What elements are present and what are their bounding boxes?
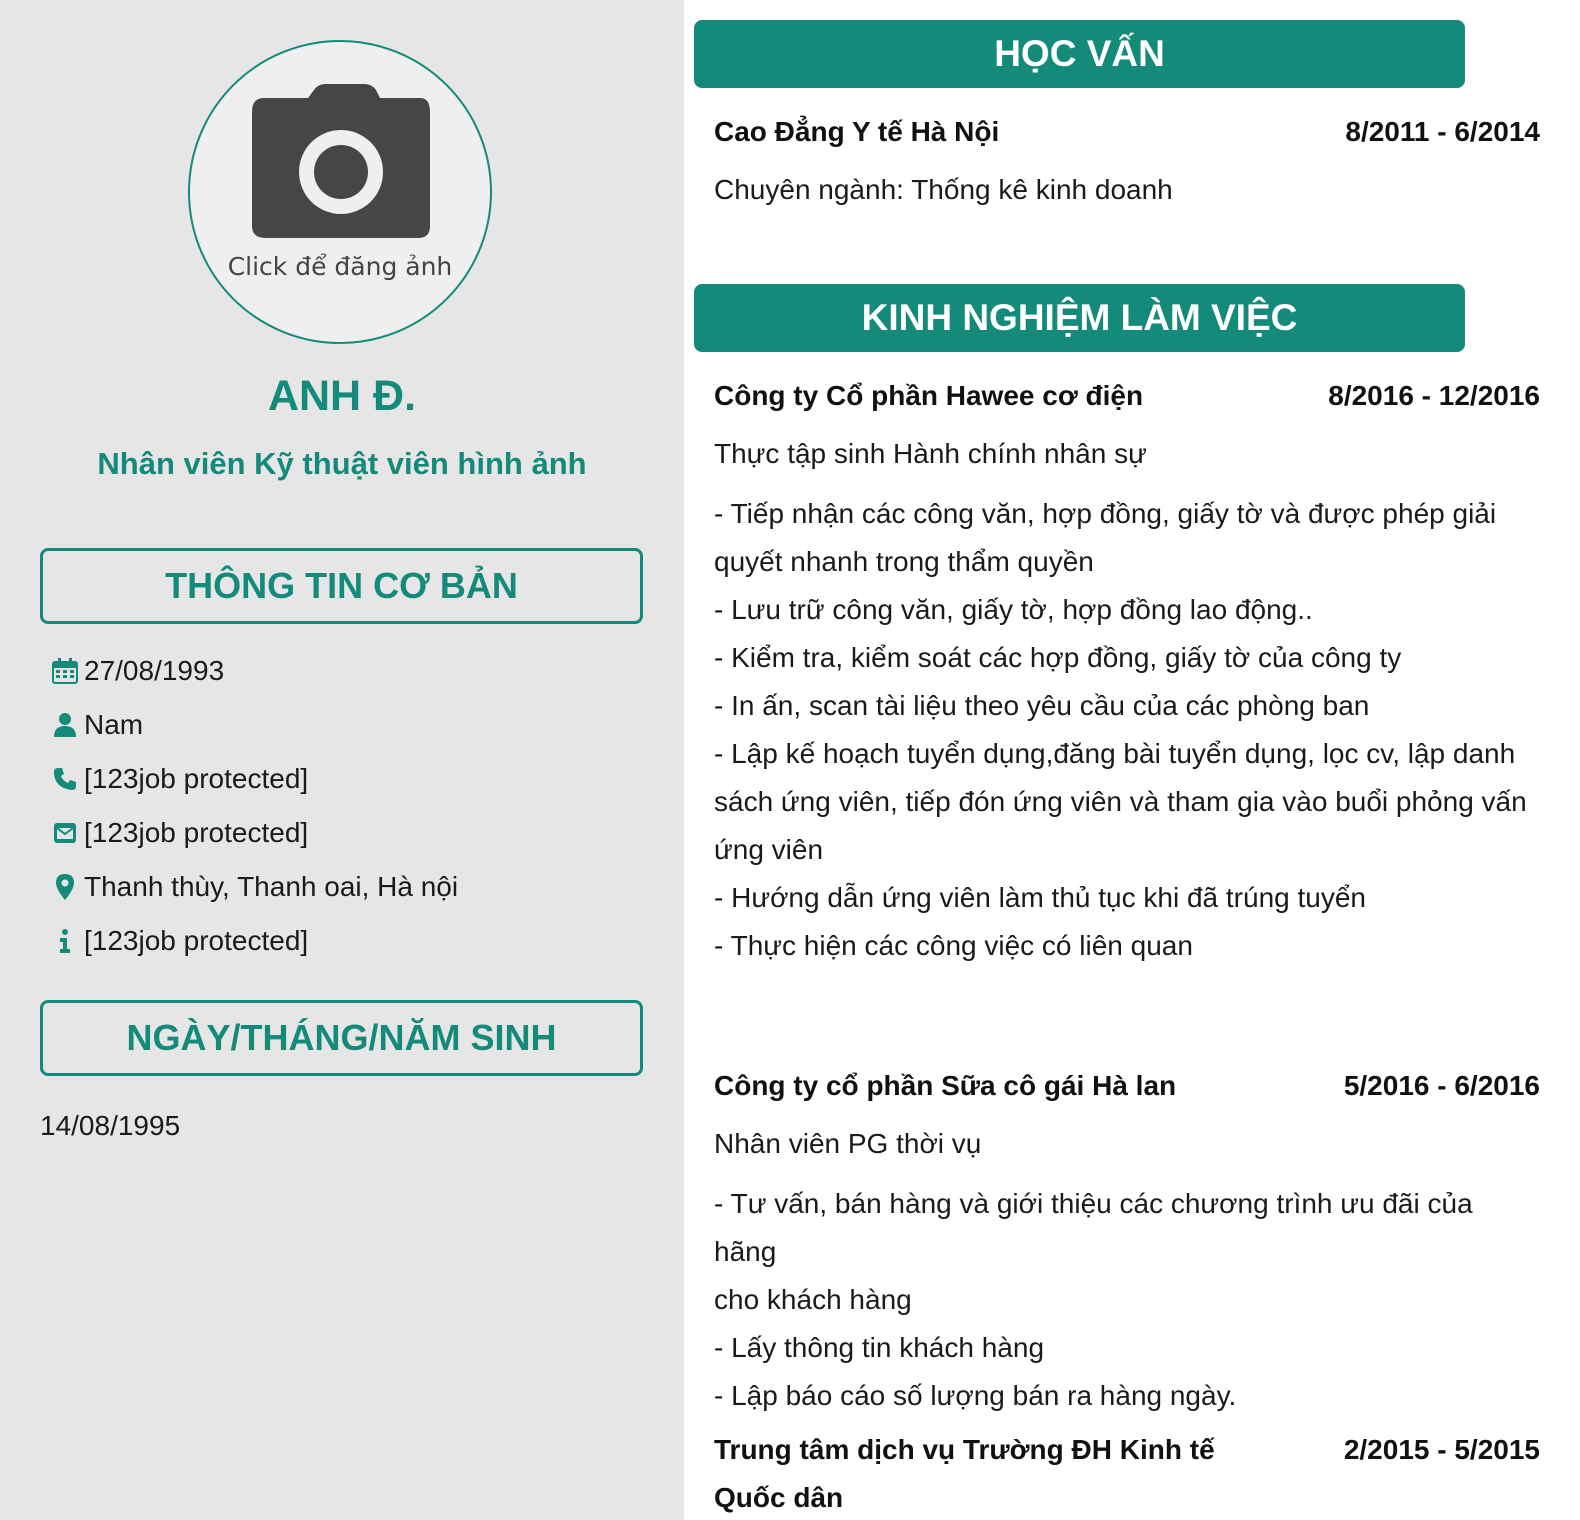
user-icon: [46, 713, 84, 737]
job-2-header: [714, 1070, 1540, 1102]
calendar-icon: [46, 658, 84, 684]
job-1-header: [714, 380, 1540, 412]
birthdate-value: 27/08/1993: [84, 655, 225, 686]
job-1-period: 8/2016 - 12/2016: [1328, 380, 1540, 411]
main-content: [684, 0, 1580, 1520]
job-2-line: - Lập báo cáo số lượng bán ra hàng ngày.: [714, 1380, 1237, 1411]
envelope-icon: [46, 822, 84, 844]
job-2-description: [714, 1180, 1540, 1420]
address-value: Thanh thùy, Thanh oai, Hà nội: [84, 871, 459, 902]
map-pin-icon: [46, 874, 84, 900]
job-2-line: - Lấy thông tin khách hàng: [714, 1332, 1045, 1363]
job-3-company-line-2: Quốc dân: [714, 1482, 844, 1513]
candidate-title: Nhân viên Kỹ thuật viên hình ảnh: [97, 446, 587, 481]
job-2-company: Công ty cổ phần Sữa cô gái Hà lan: [714, 1070, 1177, 1101]
info-row-phone: [46, 752, 458, 806]
job-1-line: - In ấn, scan tài liệu theo yêu cầu của các phòng ban: [714, 690, 1370, 721]
info-row-address: [46, 860, 458, 914]
job-1-line: - Kiểm tra, kiểm soát các hợp đồng, giấy tờ của công ty: [714, 642, 1402, 673]
basic-info-list: [46, 644, 458, 968]
job-3-header: [714, 1426, 1540, 1520]
other-value: [123job protected]: [84, 925, 309, 956]
phone-icon: [46, 767, 84, 791]
job-2-line: - Tư vấn, bán hàng và giới thiệu các chương trình ưu đãi của hãng: [714, 1188, 1473, 1267]
job-1-position: Thực tập sinh Hành chính nhân sự: [714, 438, 1147, 469]
info-row-other: [46, 914, 458, 968]
job-1-line: ứng viên: [714, 834, 824, 865]
job-1-line: - Lưu trữ công văn, giấy tờ, hợp đồng lao động..: [714, 594, 1313, 625]
job-1-line: - Hướng dẫn ứng viên làm thủ tục khi đã trúng tuyển: [714, 882, 1366, 913]
job-1-line: - Lập kế hoạch tuyển dụng,đăng bài tuyển dụng, lọc cv, lập danh: [714, 738, 1516, 769]
job-1-description: [714, 490, 1540, 970]
experience-heading: KINH NGHIỆM LÀM VIỆC: [694, 284, 1465, 352]
email-value: [123job protected]: [84, 817, 309, 848]
job-2-line: cho khách hàng: [714, 1284, 912, 1315]
basic-info-heading: THÔNG TIN CƠ BẢN: [40, 548, 643, 624]
gender-value: Nam: [84, 709, 144, 740]
education-heading: HỌC VẤN: [694, 20, 1465, 88]
education-major: Chuyên ngành: Thống kê kinh doanh: [714, 174, 1173, 205]
job-2-position: Nhân viên PG thời vụ: [714, 1128, 982, 1159]
school-name: Cao Đẳng Y tế Hà Nội: [714, 116, 1000, 147]
info-icon: [46, 929, 84, 953]
info-row-birthdate: [46, 644, 458, 698]
info-row-gender: [46, 698, 458, 752]
candidate-name: ANH Đ.: [267, 372, 417, 420]
dob-heading: NGÀY/THÁNG/NĂM SINH: [40, 1000, 643, 1076]
job-1-line: - Tiếp nhận các công văn, hợp đồng, giấy tờ và được phép giải: [714, 498, 1497, 529]
avatar-upload-label: Click để đăng ảnh: [227, 252, 453, 281]
job-1-company: Công ty Cổ phần Hawee cơ điện: [714, 380, 1144, 411]
camera-icon: [252, 84, 432, 244]
job-3-company-line-1: Trung tâm dịch vụ Trường ĐH Kinh tế: [714, 1434, 1215, 1465]
avatar-upload[interactable]: [188, 40, 492, 344]
job-1-line: quyết nhanh trong thẩm quyền: [714, 546, 1094, 577]
job-3-period: 2/2015 - 5/2015: [1343, 1434, 1540, 1465]
sidebar: [0, 0, 684, 1520]
job-1-line: - Thực hiện các công việc có liên quan: [714, 930, 1193, 961]
phone-value: [123job protected]: [84, 763, 309, 794]
job-1-line: sách ứng viên, tiếp đón ứng viên và tham gia vào buổi phỏng vấn: [714, 786, 1527, 817]
education-entry-header: [714, 116, 1540, 148]
education-period: 8/2011 - 6/2014: [1345, 116, 1540, 147]
dob-value: 14/08/1995: [40, 1110, 181, 1141]
info-row-email: [46, 806, 458, 860]
job-2-period: 5/2016 - 6/2016: [1343, 1070, 1540, 1101]
